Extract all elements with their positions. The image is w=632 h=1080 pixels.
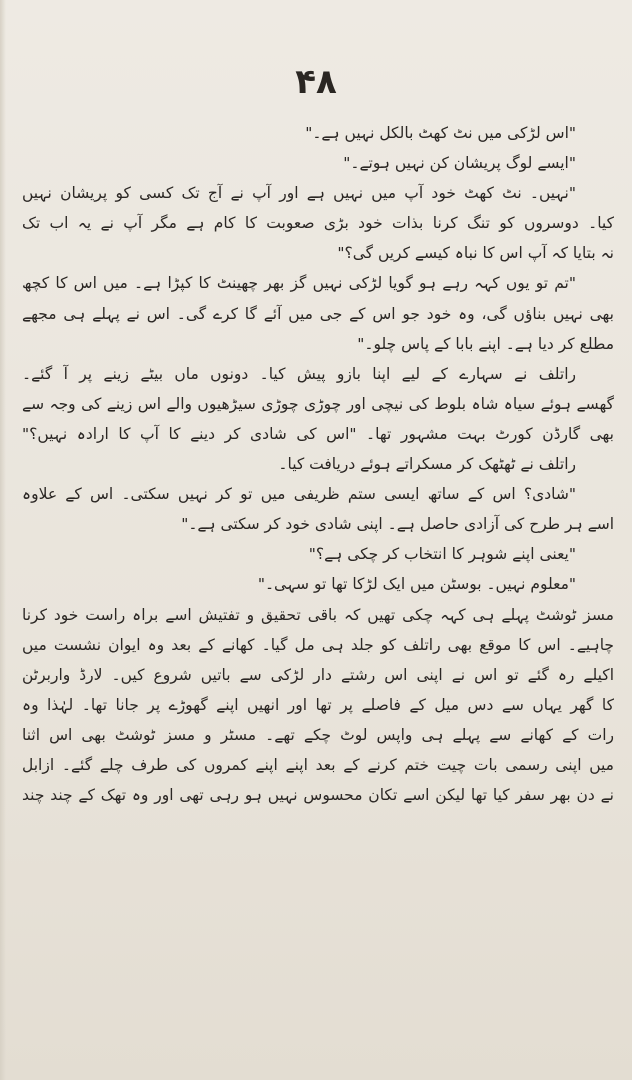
text-line: چاہیے۔ اس کا موقع بھی راتلف کو جلد ہی مل گیا۔ کھانے کے بعد وہ ایوان نشست میں	[22, 635, 614, 654]
text-line: میں اپنی رسمی بات چیت ختم کرنے کے بعد اپنے اپنے کمروں کی طرف چلے گئے۔ ازابل	[22, 755, 614, 774]
text-line: "اس لڑکی میں نٹ کھٹ بالکل نہیں ہے۔"	[305, 124, 576, 142]
text-line: گھسے ہوئے سیاہ شاہ بلوط کی نیچی اور چوڑی چوڑی سیڑھیوں والے اس زینے کی وجہ سے	[22, 394, 614, 413]
text-line: نہ بتایا کہ آپ اس کا نباہ کیسے کریں گی؟"	[337, 244, 614, 263]
text-line: کا گھر یہاں سے دس میل کے فاصلے پر تھا اور انھیں اپنے گھوڑے پر جانا تھا۔ لہٰذا وہ	[22, 695, 614, 714]
body-text	[22, 118, 614, 810]
page-edge-shadow	[0, 0, 6, 1080]
text-line: نے دن بھر سفر کیا تھا لیکن اسے تکان محسوس نہیں ہو رہی تھی اور وہ تھک کے چند چند	[22, 786, 614, 805]
text-line: مطلع کر دیا ہے۔ اپنے بابا کے پاس چلو۔"	[357, 334, 614, 353]
text-line: "معلوم نہیں۔ بوسٹن میں ایک لڑکا تھا تو سہی۔"	[257, 575, 576, 594]
text-line: بھی نہیں بناؤں گی، وہ خود جو اس کے جی میں آئے گا کرے گی۔ اس نے پہلے ہی مجھے	[22, 304, 614, 323]
text-line: "تم تو یوں کہہ رہے ہو گویا لڑکی نہیں گز بھر چھینٹ کا کپڑا ہے۔ میں اس کا کچھ	[22, 274, 576, 293]
text-line: راتلف نے ٹھٹھک کر مسکراتے ہوئے دریافت کیا۔	[278, 455, 576, 474]
text-line: "نہیں۔ نٹ کھٹ خود آپ میں نہیں ہے اور آپ نے آج تک کسی کو پریشان نہیں	[22, 184, 576, 203]
text-line: "ایسے لوگ پریشان کن نہیں ہوتے۔"	[343, 154, 576, 173]
text-line: رات کے کھانے سے پہلے ہی واپس لوٹ چکے تھے۔ مسٹر و مسز ٹوشٹ بھی اس اثنا	[22, 725, 614, 744]
page-number: ۴۸	[295, 62, 337, 102]
text-line: راتلف نے سہارے کے لیے اپنا بازو پیش کیا۔ دونوں ماں بیٹے زینے پر آ گئے۔	[22, 364, 576, 383]
text-line: "شادی؟ اس کے ساتھ ایسی ستم ظریفی میں تو کر نہیں سکتی۔ اس کے علاوہ	[22, 485, 576, 504]
text-line: اسے ہر طرح کی آزادی حاصل ہے۔ اپنی شادی خود کر سکتی ہے۔"	[181, 515, 614, 534]
text-line: بھی گارڈن کورٹ بہت مشہور تھا۔ "اس کی شادی کر دینے کا آپ کا ارادہ نہیں؟"	[22, 424, 614, 443]
text-line: مسز ٹوشٹ پہلے ہی کہہ چکی تھیں کہ باقی تحقیق و تفتیش اسے براہ راست خود کرنا	[22, 605, 614, 624]
text-line: کیا۔ دوسروں کو تنگ کرنا بذات خود بڑی صعوبت کا کام ہے مگر آپ نے یہ اب تک	[22, 214, 614, 233]
text-line: اکیلے رہ گئے تو اس نے اپنی اس رشتے دار لڑکی سے باتیں شروع کیں۔ لارڈ واربرٹن	[22, 665, 614, 684]
text-line: "یعنی اپنے شوہر کا انتخاب کر چکی ہے؟"	[308, 545, 576, 564]
